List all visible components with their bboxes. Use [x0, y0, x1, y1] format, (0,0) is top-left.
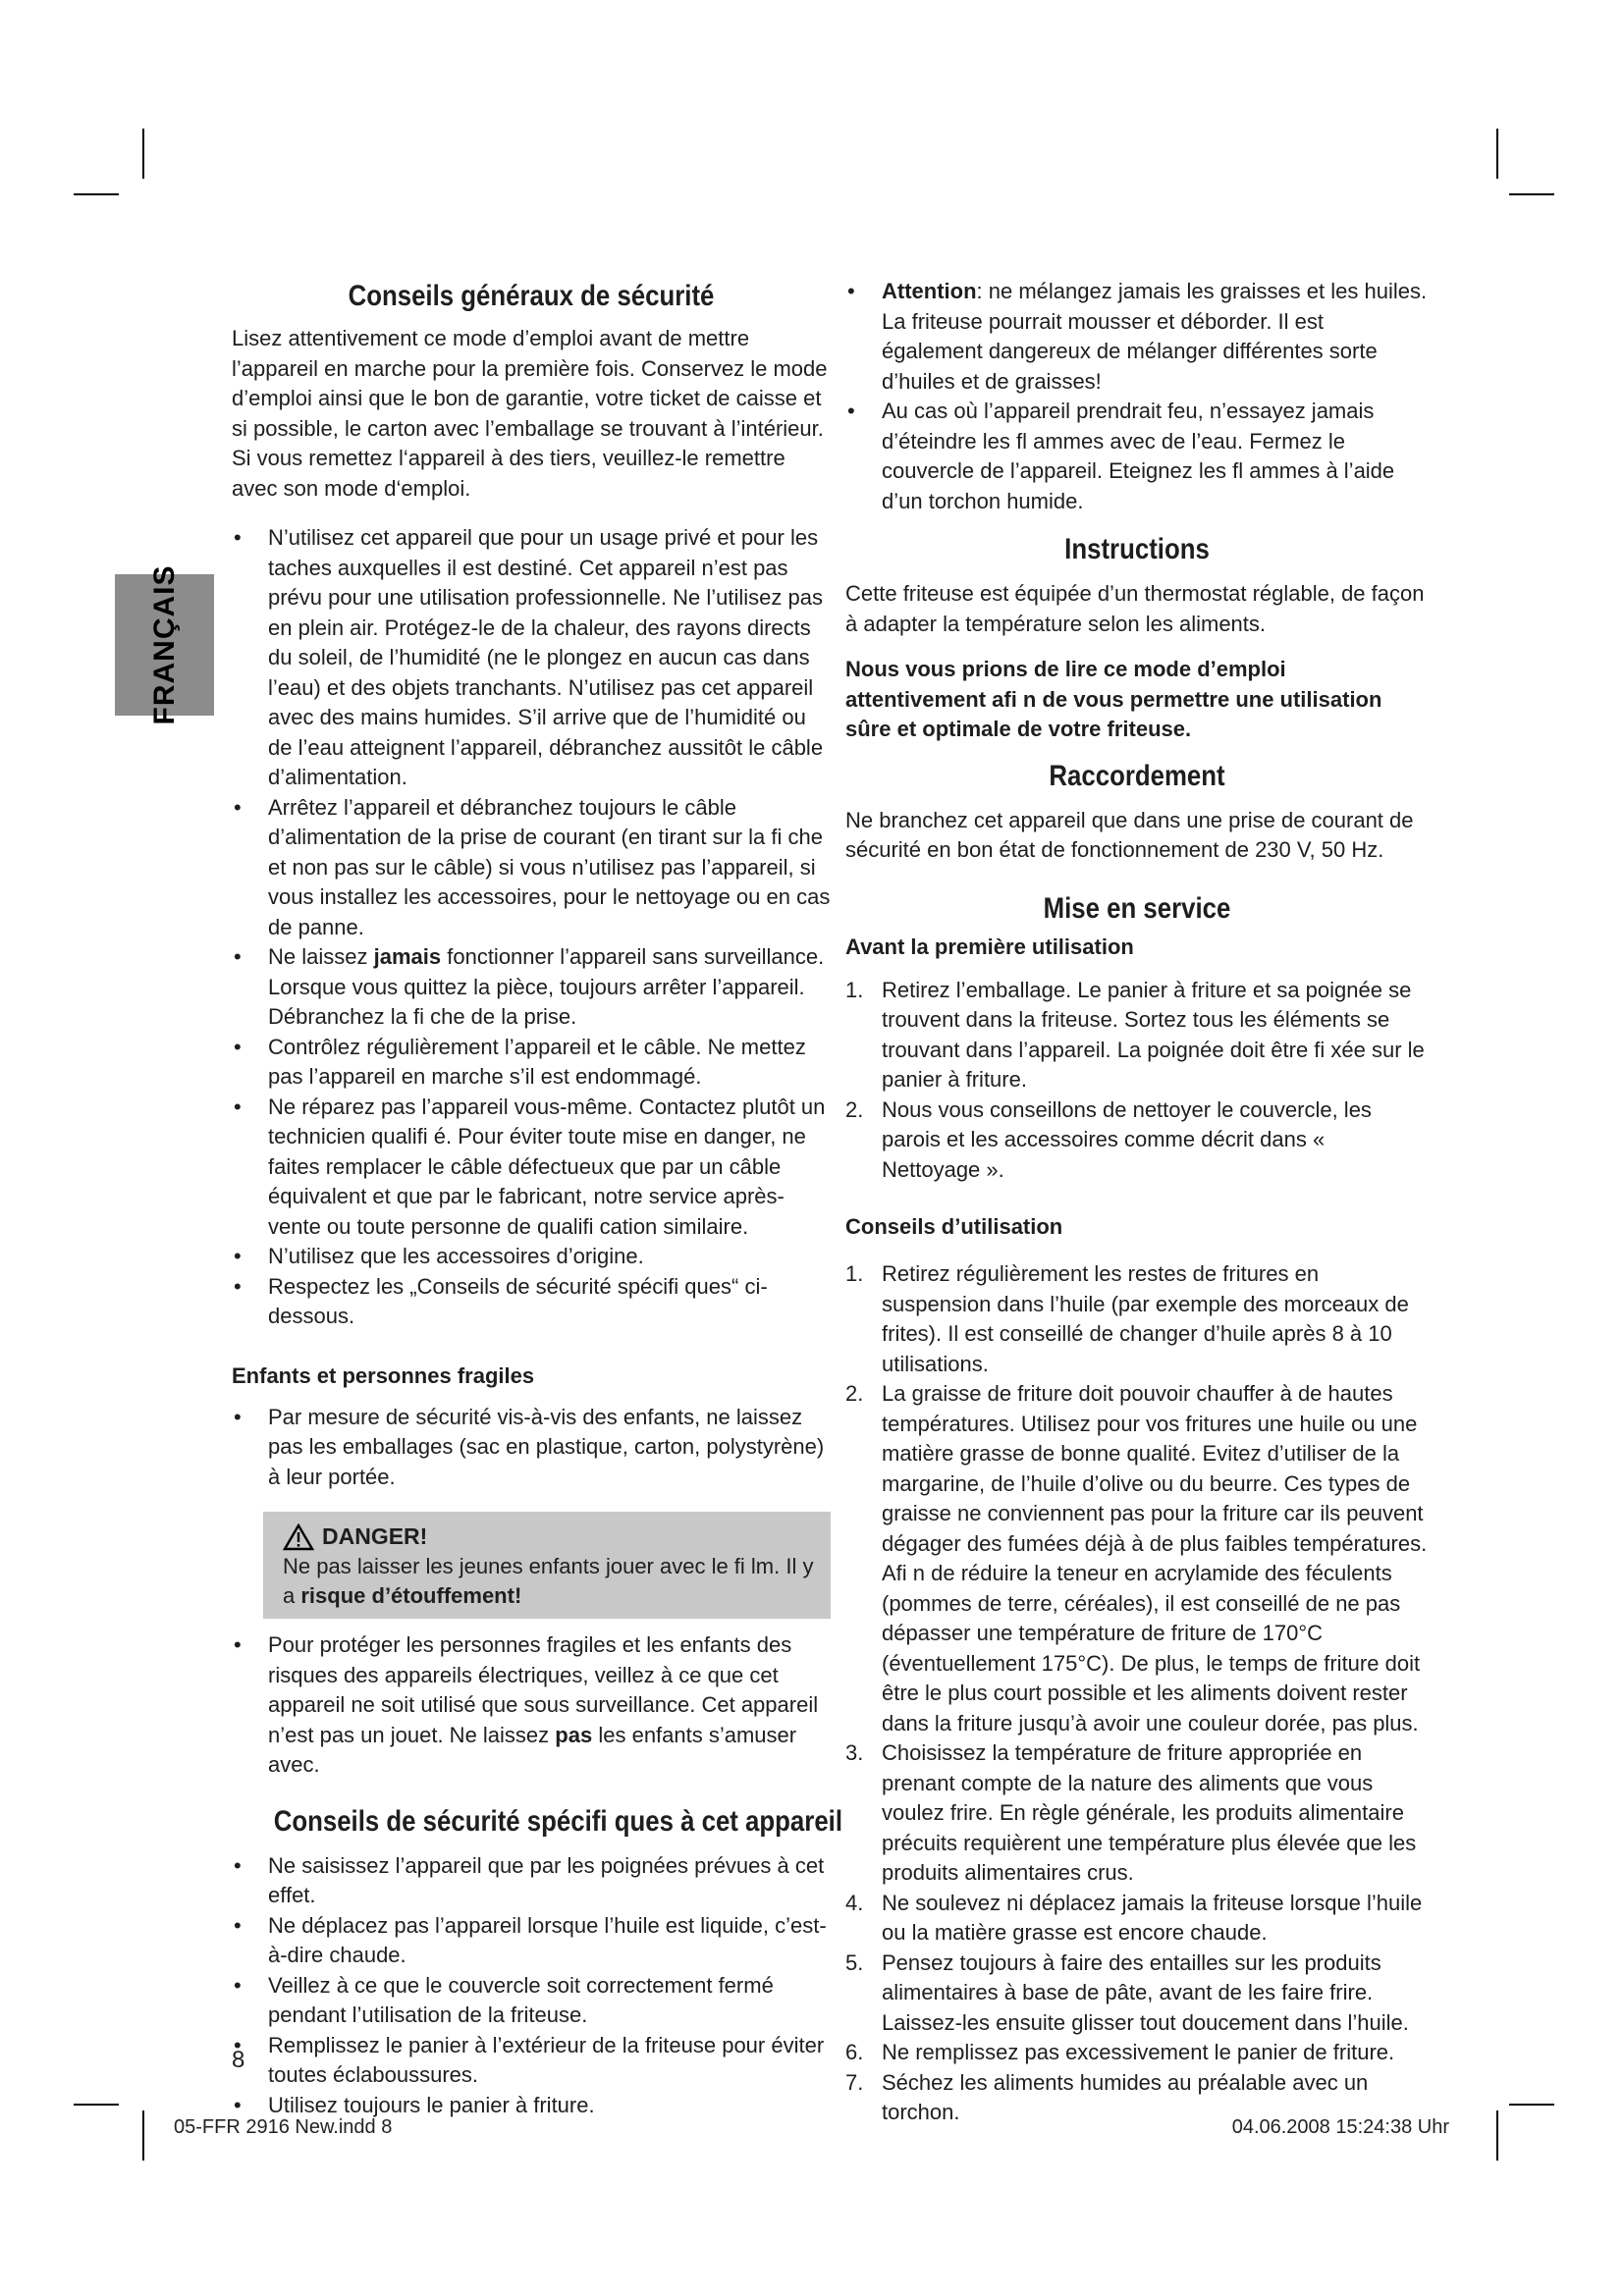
intro-paragraph: Lisez attentivement ce mode d’emploi avant de mettre l’appareil en marche pour la première fois. Conservez le mode d’emploi ainsi que le bon de garantie, votre ticket de caisse et si possible, le carton avec l’emballage se trouvant à l’intérieur. Si vous remettez l‘appareil à des tiers, veuillez-le remettre avec son mode d‘emploi.	[232, 326, 828, 501]
children-list	[232, 1403, 831, 1493]
list-item: 7. Séchez les aliments humides au préalable avec un torchon.	[845, 2069, 1369, 2124]
specific-safety-list	[232, 1851, 831, 2121]
instructions-paragraph: Cette friteuse est équipée d’un thermostat réglable, de façon à adapter la température selon les aliments.	[845, 581, 1425, 636]
list-item: • Veillez à ce que le couvercle soit correctement fermé pendant l’utilisation de la friteuse.	[232, 1971, 831, 2031]
crop-mark	[142, 2110, 144, 2161]
heading-first-use: Avant la première utilisation	[845, 934, 1134, 959]
footer-timestamp: 04.06.2008 15:24:38 Uhr	[1231, 2116, 1449, 2138]
list-item: • Attention: ne mélangez jamais les graisses et les huiles. La friteuse pourrait mousser et déborder. Il est également dangereux de mélanger différentes sorte d’huiles et de graisses!	[845, 277, 1429, 397]
list-item: 2. La graisse de friture doit pouvoir chauffer à de hautes températures. Utilisez pour vos fritures une huile ou une matière grasse de bonne qualité. Evitez d’utiliser de la margarine, de l’huile d’olive ou du beurre. Ces types de graisse ne conviennent pas pour la friture car ils peuvent dégager des fumées déjà à de plus faibles températures. Afi n de réduire la teneur en acrylamide des féculents (pommes de terre, céréales), il est conseillé de ne pas dépasser une température de friture de 170°C (éventuellement 175°C). De plus, le temps de friture doit être le plus court possible et les aliments doivent rester dans la friture jusqu’à avoir une couleur dorée, pas plus.	[845, 1381, 1428, 1735]
list-item: • Arrêtez l’appareil et débranchez toujours le câble d’alimentation de la prise de courant (en tirant sur la fi che et non pas sur le câble) si vous n’utilisez pas l’appareil, si vous installez les accessoires, pour le nettoyage ou en cas de panne.	[232, 793, 831, 943]
list-item: 3. Choisissez la température de friture appropriée en prenant compte de la nature des aliments que vous voulez frire. En règle générale, les produits alimentaire précuits requièrent une température plus élevée que les produits alimentaires crus.	[845, 1740, 1417, 1885]
list-item: • Ne saisissez l’appareil que par les poignées prévues à cet effet.	[232, 1851, 831, 1911]
crop-mark	[1509, 2104, 1554, 2106]
list-item: • N’utilisez cet appareil que pour un usage privé et pour les taches auxquelles il est destiné. Cet appareil n’est pas prévu pour une utilisation professionnelle. Ne l’utilisez pas en plein air. Protégez-le de la chaleur, des rayons directs du soleil, de l’humidité (ne le plongez en aucun cas dans l’eau) et des objets tranchants. N’utilisez pas cet appareil avec des mains humides. S’il arrive que de l’humidité ou de l’eau atteignent l’appareil, débranchez aussitôt le câble d’alimentation.	[232, 523, 831, 793]
heading-service: Mise en service	[1043, 891, 1231, 925]
heading-instructions: Instructions	[1064, 533, 1210, 565]
list-item: • Par mesure de sécurité vis-à-vis des enfants, ne laissez pas les emballages (sac en plastique, carton, polystyrène) à leur portée.	[232, 1403, 831, 1493]
heading-specific-safety: Conseils de sécurité spécifi ques à cet appareil	[273, 1804, 843, 1838]
crop-mark	[1496, 129, 1498, 179]
children-list-2	[232, 1630, 831, 1781]
list-item: • Ne déplacez pas l’appareil lorsque l’huile est liquide, c’est-à-dire chaude.	[232, 1911, 831, 1971]
heading-children: Enfants et personnes fragiles	[232, 1362, 535, 1388]
page-number: 8	[232, 2047, 245, 2073]
list-item: 1. Retirez l’emballage. Le panier à friture et sa poignée se trouvent dans la friteuse. Sortez tous les éléments se trouvant dans l’appareil. La poignée doit être fi xée sur le panier à friture.	[845, 977, 1425, 1092]
danger-heading	[283, 1522, 817, 1552]
danger-text: Ne pas laisser les jeunes enfants jouer avec le fi lm. Il y a risque d’étouffement!	[283, 1554, 814, 1608]
crop-mark	[74, 2104, 119, 2106]
language-tab	[115, 564, 214, 725]
footer-filename: 05-FFR 2916 New.indd 8	[174, 2116, 393, 2138]
list-item: 5. Pensez toujours à faire des entailles sur les produits alimentaires à base de pâte, avant de les faire frire. Laissez-les ensuite glisser tout doucement dans l’huile.	[845, 1949, 1409, 2035]
list-item: 4. Ne soulevez ni déplacez jamais la friteuse lorsque l’huile ou la matière grasse est encore chaude.	[845, 1890, 1423, 1945]
crop-mark	[1509, 193, 1554, 195]
list-item: • Respectez les „Conseils de sécurité spécifi ques“ ci-dessous.	[232, 1272, 831, 1332]
list-item: • Utilisez toujours le panier à friture.	[232, 2091, 831, 2121]
list-item: • Contrôlez régulièrement l’appareil et le câble. Ne mettez pas l’appareil en marche s’il est endommagé.	[232, 1033, 831, 1093]
list-item: 2. Nous vous conseillons de nettoyer le couvercle, les parois et les accessoires comme décrit dans « Nettoyage ».	[845, 1096, 1372, 1182]
list-item: • Ne réparez pas l’appareil vous-même. Contactez plutôt un technicien qualifi é. Pour éviter toute mise en danger, ne faites remplacer le câble défectueux que par un câble équivalent et que par le fabricant, notre service après-vente ou toute personne de qualifi cation similaire.	[232, 1093, 831, 1243]
list-item: • Au cas où l’appareil prendrait feu, n’essayez jamais d’éteindre les fl ammes avec de l’eau. Fermez le couvercle de l’appareil. Eteignez les fl ammes à l’aide d’un torchon humide.	[845, 397, 1429, 516]
left-column	[232, 277, 843, 2120]
crop-mark	[74, 193, 119, 195]
general-safety-list	[232, 523, 831, 1332]
list-item: • Pour protéger les personnes fragiles et les enfants des risques des appareils électriques, veillez à ce que cet appareil ne soit utilisé que sous surveillance. Cet appareil n’est pas un jouet. Ne laissez pas les enfants s’amuser avec.	[232, 1630, 831, 1781]
list-item: 1. Retirez régulièrement les restes de fritures en suspension dans l’huile (par exemple des morceaux de frites). Il est conseillé de changer d’huile après 8 à 10 utilisations.	[845, 1261, 1409, 1376]
language-tab-label: FRANÇAIS	[147, 564, 181, 725]
heading-general-safety: Conseils généraux de sécurité	[348, 280, 715, 312]
danger-title: DANGER!	[322, 1523, 428, 1549]
list-item: • Ne laissez jamais fonctionner l’appareil sans surveillance. Lorsque vous quittez la pièce, toujours arrêter l’appareil. Débranchez la fi che de la prise.	[232, 942, 831, 1033]
heading-connection: Raccordement	[1049, 759, 1225, 792]
warning-triangle-icon	[283, 1523, 314, 1551]
right-column	[845, 277, 1429, 2128]
crop-mark	[1496, 2110, 1498, 2161]
oil-warning-list	[845, 277, 1429, 516]
list-item: 6. Ne remplissez pas excessivement le panier de friture.	[845, 2040, 1395, 2064]
list-item: • Remplissez le panier à l’extérieur de la friteuse pour éviter toutes éclaboussures.	[232, 2031, 831, 2091]
list-item: • N’utilisez que les accessoires d’origine.	[232, 1242, 831, 1272]
crop-mark	[142, 129, 144, 179]
instructions-bold-paragraph: Nous vous prions de lire ce mode d’emploi attentivement afi n de vous permettre une utilisation sûre et optimale de votre friteuse.	[845, 657, 1382, 741]
usage-tips-list	[845, 1259, 1429, 2128]
connection-paragraph: Ne branchez cet appareil que dans une prise de courant de sécurité en bon état de fonctionnement de 230 V, 50 Hz.	[845, 807, 1414, 862]
danger-box	[263, 1512, 831, 1619]
heading-usage-tips: Conseils d’utilisation	[845, 1214, 1063, 1239]
first-use-list	[845, 976, 1429, 1186]
